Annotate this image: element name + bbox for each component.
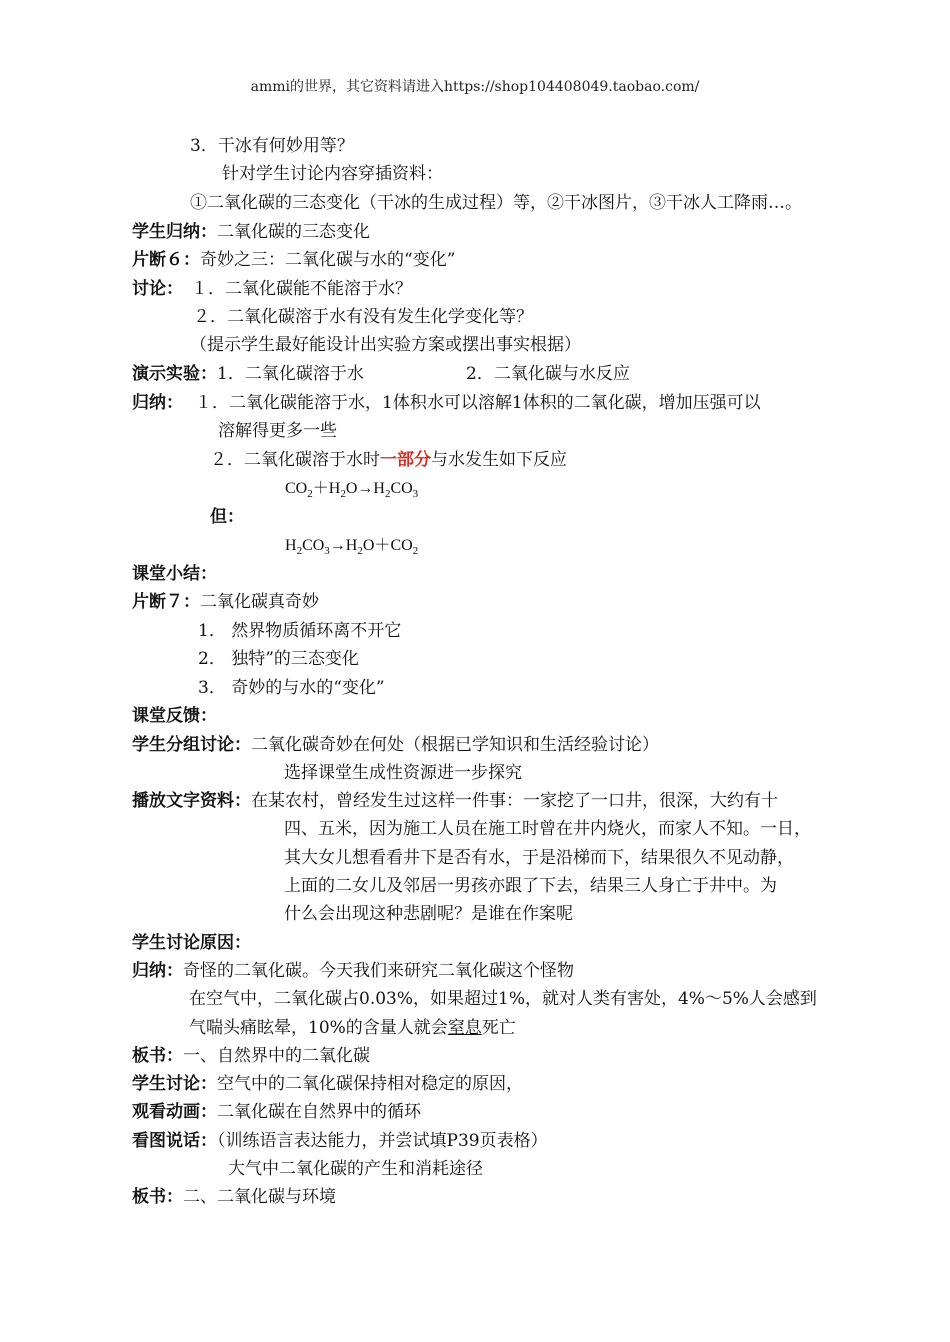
line-text: 空气中的二氧化碳保持相对稳定的原因， [217, 1074, 523, 1094]
line-text: 1．二氧化碳溶于水 [217, 364, 364, 384]
labeled-line [132, 734, 659, 756]
line-text: １．二氧化碳能溶于水，1体积水可以溶解1体积的二氧化碳，增加压强可以 [195, 393, 761, 413]
line-label: 观看动画： [132, 1102, 217, 1122]
labeled-line [132, 249, 455, 271]
text-line: 3．干冰有何妙用等？ [190, 136, 354, 156]
list-item: 3． 奇妙的与水的“变化” [198, 678, 385, 698]
section-heading: 学生讨论原因： [132, 933, 251, 953]
line-text: 奇怪的二氧化碳。今天我们来研究二氧化碳这个怪物 [183, 961, 574, 981]
text-line: 选择课堂生成性资源进一步探究 [284, 763, 522, 783]
line-text: １．二氧化碳能不能溶于水？ [191, 279, 412, 299]
line-text: 二氧化碳在自然界中的循环 [217, 1102, 421, 1122]
text-line: 溶解得更多一些 [218, 421, 337, 441]
text-line: 针对学生讨论内容穿插资料： [222, 164, 443, 184]
line-label: 学生分组讨论： [132, 735, 251, 755]
text-line: ①二氧化碳的三态变化（干冰的生成过程）等，②干冰图片，③干冰人工降雨…。 [190, 193, 802, 213]
line-label: 归纳： [132, 393, 183, 413]
text-line: 2．二氧化碳与水反应 [466, 364, 630, 384]
line-text: ２．二氧化碳溶于水时 [210, 450, 380, 470]
line-text: 与水发生如下反应 [431, 450, 567, 470]
labeled-line [132, 1101, 421, 1123]
page-header: ammi的世界，其它资料请进入https://shop104408049.taobao.com/ [250, 79, 700, 95]
labeled-line [132, 1045, 370, 1067]
line-text: 在某农村，曾经发生过这样一件事：一家挖了一口井，很深，大约有十 [251, 791, 778, 811]
labeled-line [132, 960, 574, 982]
labeled-line [132, 1073, 523, 1095]
labeled-line [132, 221, 370, 243]
equation-1: $CO_2+H_2O\to H_2CO_3$ [285, 480, 419, 501]
list-item: 1． 然界物质循环离不开它 [198, 621, 402, 641]
arrow-icon: → [357, 480, 374, 497]
text-line: 上面的二女儿及邻居一男孩亦跟了下去，结果三人身亡于井中。为 [284, 876, 777, 896]
line-label: 播放文字资料： [132, 791, 251, 811]
arrow-icon: → [329, 537, 346, 554]
line-text: 二氧化碳真奇妙 [200, 592, 319, 612]
labeled-line [132, 790, 778, 812]
line-label: 片断７： [132, 592, 200, 612]
labeled-line [132, 1186, 336, 1208]
line-label: 板书： [132, 1046, 183, 1066]
line-label: 讨论： [132, 279, 183, 299]
underlined-text: 窒息 [447, 1018, 482, 1038]
labeled-line [132, 363, 364, 385]
line-label: 学生讨论： [132, 1074, 217, 1094]
labeled-line [132, 392, 761, 414]
line-label: 看图说话： [132, 1131, 217, 1151]
equation-2: $H_2CO_3\to H_2O+CO_2$ [285, 537, 419, 558]
line-text: 二氧化碳奇妙在何处（根据已学知识和生活经验讨论） [251, 735, 659, 755]
line-text: 一、自然界中的二氧化碳 [183, 1046, 370, 1066]
line-text: 二、二氧化碳与环境 [183, 1187, 336, 1207]
labeled-line [132, 278, 412, 300]
line-label: 演示实验： [132, 364, 217, 384]
text-line: 在空气中，二氧化碳占0.03%，如果超过1%，就对人类有害处，4%～5%人会感到 [189, 989, 817, 1009]
text-line: 但： [210, 507, 244, 527]
text-line: 其大女儿想看看井下是否有水，于是沿梯而下，结果很久不见动静， [284, 848, 794, 868]
section-heading: 课堂小结： [132, 564, 217, 584]
line-text: 二氧化碳的三态变化 [217, 222, 370, 242]
line-text: 奇妙之三：二氧化碳与水的“变化” [200, 250, 456, 270]
highlight-text: 一部分 [380, 450, 431, 470]
section-heading: 课堂反馈： [132, 706, 217, 726]
text-line: （提示学生最好能设计出实验方案或摆出事实根据） [190, 335, 581, 355]
line-text: （训练语言表达能力，并尝试填P39页表格） [217, 1131, 548, 1151]
line-label: 片断６： [132, 250, 200, 270]
text-line: 大气中二氧化碳的产生和消耗途径 [228, 1159, 483, 1179]
text-line: 什么会出现这种悲剧呢？是谁在作案呢 [284, 904, 573, 924]
text-line: 四、五米，因为施工人员在施工时曾在井内烧火，而家人不知。一日， [284, 819, 811, 839]
text-line [210, 449, 567, 471]
line-label: 板书： [132, 1187, 183, 1207]
text-line: ２．二氧化碳溶于水有没有发生化学变化等？ [193, 307, 533, 327]
labeled-line [132, 591, 319, 613]
line-label: 归纳： [132, 961, 183, 981]
text-line: 气喘头痛眩晕，10%的含量人就会窒息死亡 [189, 1018, 516, 1038]
line-label: 学生归纳： [132, 222, 217, 242]
list-item: 2． 独特”的三态变化 [198, 649, 359, 669]
labeled-line [132, 1130, 548, 1152]
